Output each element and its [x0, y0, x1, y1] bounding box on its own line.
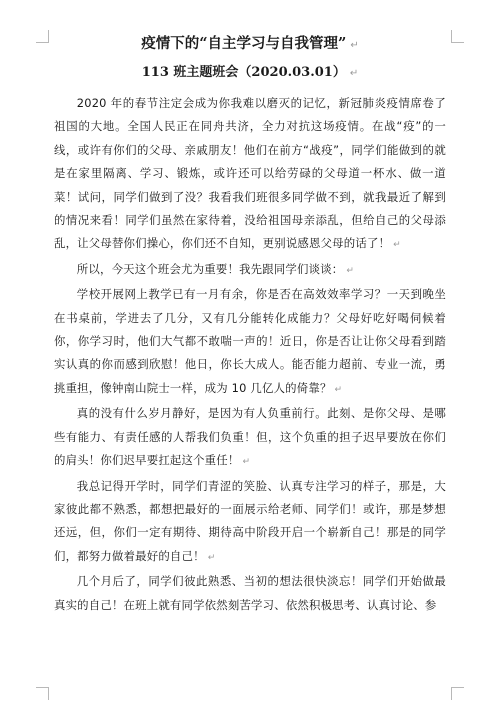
paragraph-4[interactable] — [54, 402, 446, 474]
paragraph-6[interactable] — [54, 570, 446, 617]
paragraph-text: 2020 年的春节注定会成为你我难以磨灭的记忆，新冠肺炎疫情席卷了祖国的大地。全国人民正在同舟共济，全力对抗这场疫情。在战“疫”的一线，或许有你们的父母、亲戚朋友！他们在前方“战疫”，同学们能做到的就是在家里隔离、学习、锻炼，或许还可以给劳碌的父母道一杯水、做一道菜！试问，同学们做到了没？我看我们班很多同学做不到，就我最近了解到的情况来看！同学们虽然在家待着，没给祖国母亲添乱，但给自己的父母添乱，让父母替你们操心，你们还不自知，更别说感恩父母的话了！ — [54, 96, 446, 251]
paragraph-mark-icon: ↵ — [207, 552, 216, 563]
document-body[interactable] — [54, 92, 446, 617]
paragraph-5[interactable] — [54, 475, 446, 571]
paragraph-mark-icon: ↵ — [242, 457, 251, 468]
paragraph-mark-icon: ↵ — [393, 240, 401, 251]
paragraph-text: 所以，今天这个班会尤为重要！我先跟同学们谈谈： — [76, 261, 344, 276]
crop-mark-bottom-left — [36, 687, 49, 700]
paragraph-text: 几个月后了，同学们彼此熟悉、当初的想法很快淡忘！同学们开始做最真实的自己！在班上就有同学依然刻苦学习、依然积极思考、认真讨论、参 — [54, 574, 446, 612]
document-title-line[interactable] — [0, 34, 500, 56]
paragraph-1[interactable] — [54, 92, 446, 258]
paragraph-mark-icon: ↵ — [334, 384, 343, 395]
paragraph-2[interactable] — [54, 258, 446, 283]
paragraph-mark-icon: ↵ — [346, 265, 355, 276]
crop-mark-bottom-right — [451, 687, 464, 700]
paragraph-text: 学校开展网上教学已有一月有余，你是否在高效效率学习？一天到晚坐在书桌前，学进去了几分，又有几分能转化成能力？父母好吃好喝伺候着你，你学习时，他们大气都不敢喘一声的！近日，你是否让让你父母看到踏实认真的你而感到欣慰！他日，你长大成人。能否能力超前、专业一流，勇挑重担，像钟南山院士一样，成为 10 几亿人的倚靠？ — [54, 287, 446, 395]
paragraph-text: 真的没有什么岁月静好，是因为有人负重前行。此刻、是你父母、是哪些有能力、有责任感的人帮我们负重！但，这个负重的担子迟早要放在你们的肩头！你们迟早要扛起这个重任！ — [54, 406, 446, 468]
document-title: 疫情下的“自主学习与自我管理” — [141, 35, 347, 52]
document-subtitle-line[interactable] — [0, 63, 500, 84]
document-subtitle: 113 班主题班会（2020.03.01） — [141, 65, 346, 80]
paragraph-mark-icon: ↵ — [350, 40, 359, 51]
paragraph-3[interactable] — [54, 283, 446, 402]
paragraph-mark-icon: ↵ — [349, 68, 359, 79]
paragraph-text: 我总记得开学时，同学们青涩的笑脸、认真专注学习的样子，那是，大家彼此都不熟悉，都想把最好的一面展示给老师、同学们！或许，那是梦想还远，但，你们一定有期待、期待高中阶段开启一个崭新自己！那是的同学们，都努力做着最好的自己！ — [54, 478, 446, 563]
